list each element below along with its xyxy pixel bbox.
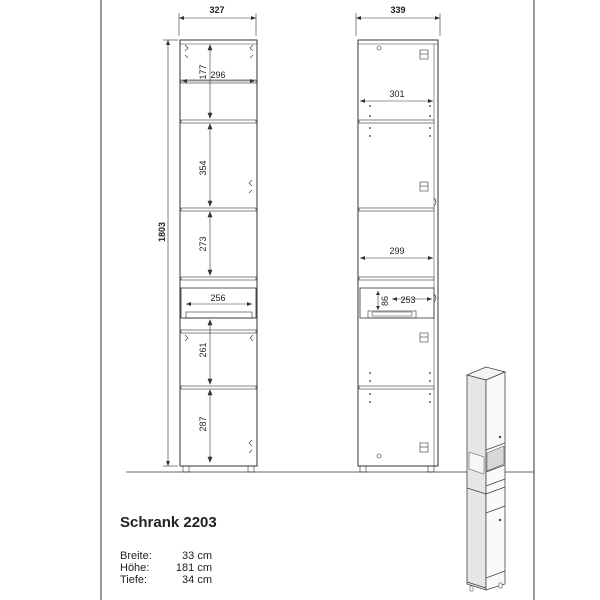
spec-value: 33 cm	[182, 550, 212, 562]
side-drawer	[360, 288, 434, 318]
spec-width	[120, 550, 212, 562]
front-width-label: 327	[209, 5, 225, 15]
side-drawer-depth: 253	[400, 295, 416, 305]
cabinet-3d-preview	[467, 367, 505, 591]
side-drawer-height: 86	[380, 295, 390, 307]
product-title: Schrank 2203	[120, 514, 217, 531]
spec-value: 181 cm	[175, 562, 212, 574]
side-view	[356, 5, 440, 472]
front-compartment-3: 273	[198, 236, 208, 252]
product-specs	[120, 550, 212, 586]
front-drawer-width: 256	[210, 293, 226, 303]
side-depth-label: 339	[390, 5, 406, 15]
spec-label: Höhe:	[120, 562, 150, 574]
spec-height	[120, 562, 212, 574]
front-shelf-width: 296	[210, 70, 226, 80]
front-cabinet-body	[180, 40, 257, 466]
spec-value: 34 cm	[182, 574, 212, 586]
front-compartment-1: 177	[198, 64, 208, 80]
spec-label: Breite:	[120, 550, 152, 562]
front-compartment-4: 261	[198, 342, 208, 358]
front-compartment-2: 354	[198, 160, 208, 176]
front-height-label: 1803	[157, 221, 167, 243]
front-view	[157, 5, 257, 472]
side-inner-depth-mid: 299	[389, 246, 405, 256]
spec-label: Tiefe:	[120, 574, 148, 586]
side-inner-depth-top: 301	[389, 89, 405, 99]
spec-depth	[120, 574, 212, 586]
front-compartment-5: 287	[198, 416, 208, 432]
